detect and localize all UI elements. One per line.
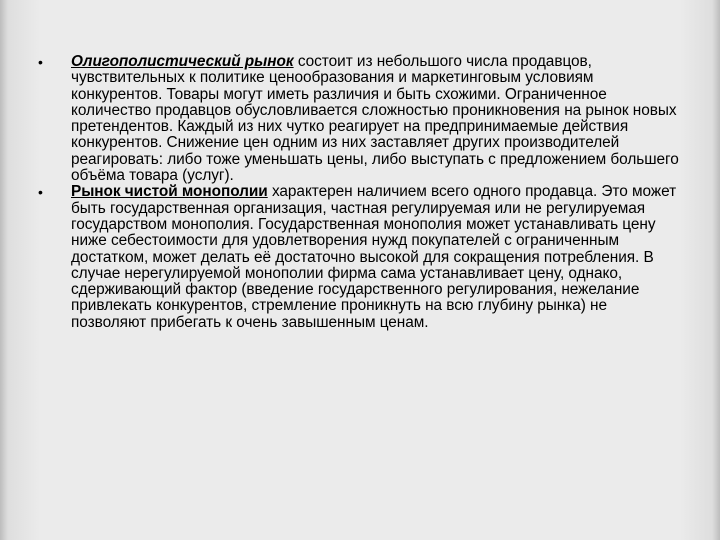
bullet-paragraph bbox=[71, 54, 683, 184]
bullet-list bbox=[0, 54, 720, 331]
bullet-body-text: характерен наличием всего одного продавца. Это может быть государственная организация, частная регулируемая или не регулируемая государством монополия. Государственная монополия может устанавливать цену ниже себестоимости для удовлетворения нужд покупателей с ограниченным достатком, может делать её достаточно высокой для сокращения потребления. В случае нерегулируемой монополии фирма сама устанавливает цену, однако, сдерживающий фактор (введение государственного регулирования, нежелание привлекать конкурентов, стремление проникнуть на всю глубину рынка) не позволяют прибегать к очень завышенным ценам. bbox=[71, 183, 677, 331]
bullet-body-text: состоит из небольшого числа продавцов, чувствительных к политике ценообразования и маркетинговым условиям конкурентов. Товары могут иметь различия и быть схожими. Ограниченное количество продавцов обусловливается сложностью проникновения на рынок новых претендентов. Каждый из них чутко реагирует на предпринимаемые действия конкурентов. Снижение цен одним из них заставляет других производителей реагировать: либо тоже уменьшать цены, либо выступать с предложением большего объёма товара (услуг). bbox=[71, 53, 679, 185]
bullet-marker: • bbox=[38, 184, 43, 201]
bullet-marker: • bbox=[38, 54, 43, 70]
bullet-paragraph bbox=[71, 184, 683, 331]
bullet-item-oligopoly bbox=[0, 54, 720, 184]
bullet-term: Олигополистический рынок bbox=[71, 53, 294, 70]
bullet-term: Рынок чистой монополии bbox=[71, 183, 268, 201]
bullet-item-monopoly bbox=[0, 184, 720, 331]
